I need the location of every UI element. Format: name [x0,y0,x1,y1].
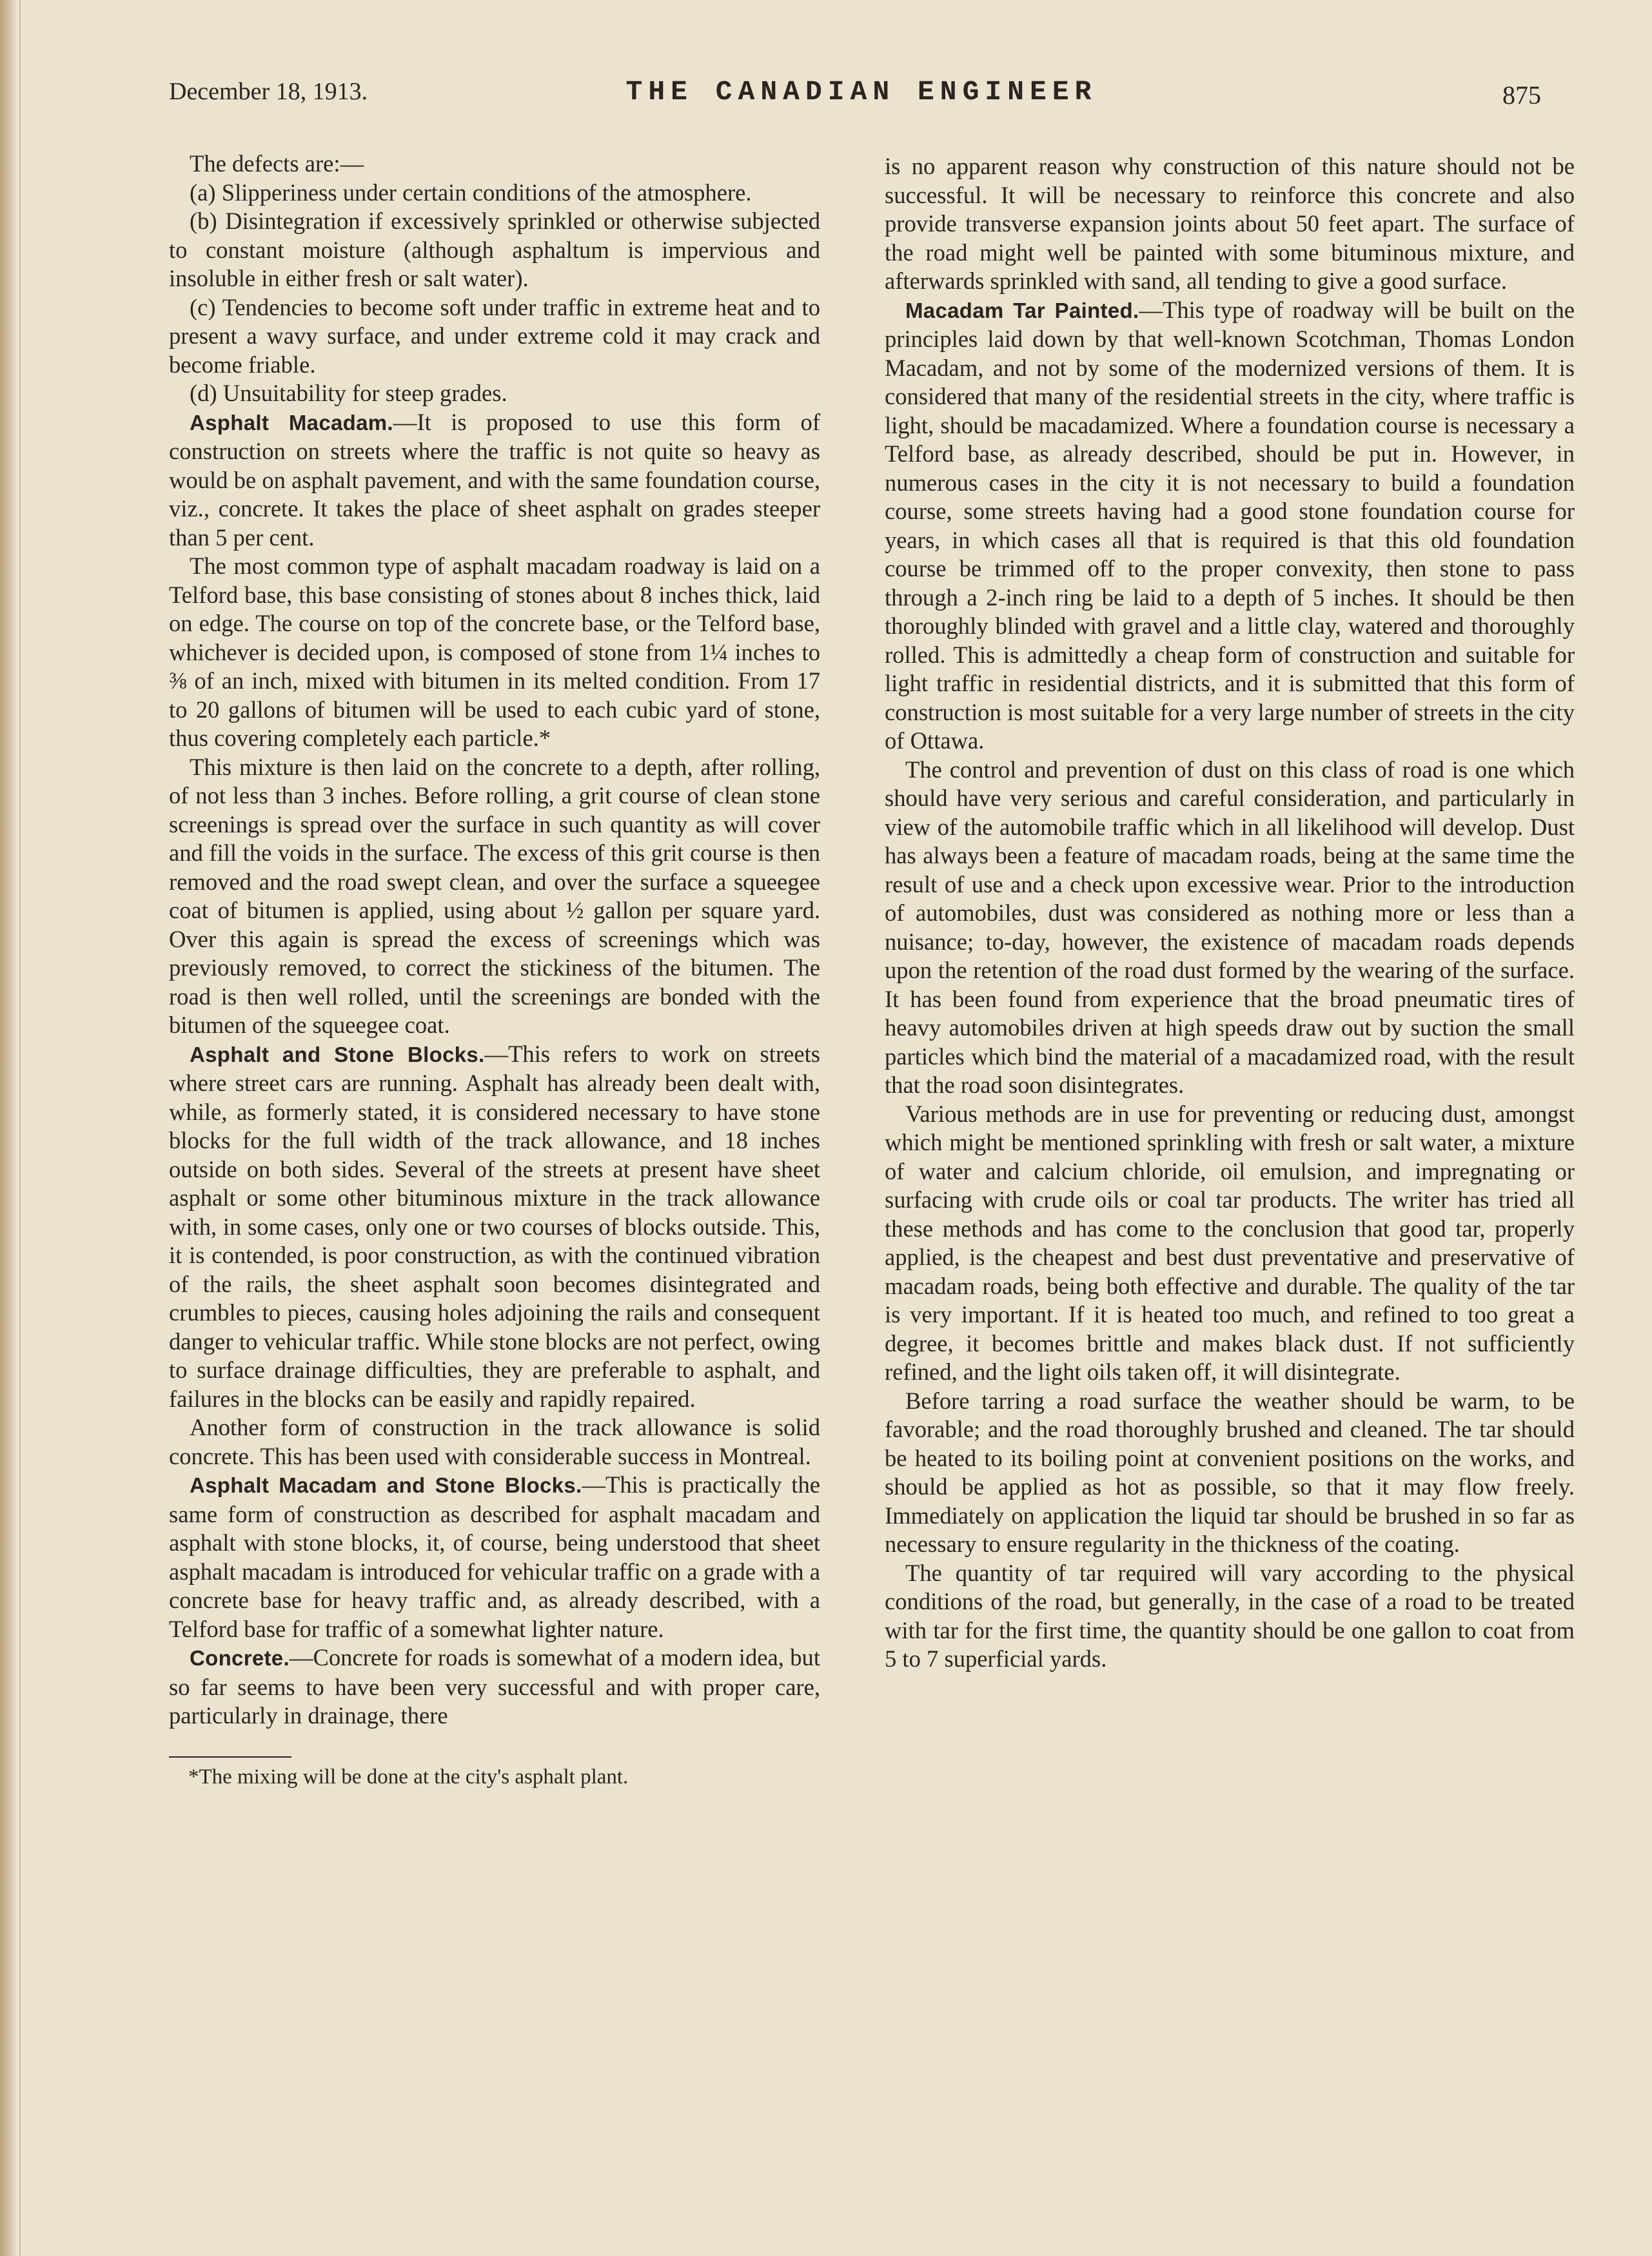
section-heading: Macadam Tar Painted. [905,298,1139,322]
paragraph: Asphalt Macadam.—It is proposed to use this form of construction on streets where the traffic is not quite so heavy as would be on asphalt pavement, and with the same foundation course, viz., concrete. It takes the place of sheet asphalt on grades steeper than 5 per cent. [169,408,820,551]
section-heading: Concrete. [190,1646,290,1670]
paragraph: The defects are:— [190,150,364,177]
page-number: 875 [1502,81,1541,110]
footnote-rule [169,1756,291,1758]
paragraph: This mixture is then laid on the concrete to a depth, after rolling, of not less than 3 inches. Before rolling, a grit course of clean stone screenings is spread over the surface in such quantity as will cover and fill the voids in the surface. The excess of this grit course is then removed and the road swept clean, and over the surface a squeegee coat of bitumen is applied, using about ½ gallon per square yard. Over this again is spread the excess of screenings which was previously removed, to correct the stickiness of the bitumen. The road is then well rolled, until the screenings are bonded with the bitumen of the squeegee coat. [169,753,820,1038]
paragraph: The control and prevention of dust on this class of road is one which should have very serious and careful consideration, and particularly in view of the automobile traffic which in all likelihood will develop. Dust has always been a feature of macadam roads, being at the same time the result of use and a check upon excessive wear. Prior to the introduction of automobiles, dust was considered as nothing more or less than a nuisance; to-day, however, the existence of macadam roads depends upon the retention of the road dust formed by the wearing of the surface. It has been found from experience that the broad pneumatic tires of heavy automobiles driven at high speeds draw out by suction the small particles which bind the material of a macadamized road, with the result that the road soon disintegrates. [885,756,1575,1098]
list-item: (a) Slipperiness under certain conditions of the atmosphere. [190,179,752,206]
paragraph: The most common type of asphalt macadam roadway is laid on a Telford base, this base consisting of stones about 8 inches thick, laid on edge. The course on top of the concrete base, or the Telford base, whichever is decided upon, is composed of stone from 1¼ inches to ⅜ of an inch, mixed with bitumen in its melted condition. From 17 to 20 gallons of bitumen will be used to each cubic yard of stone, thus covering completely each particle.* [169,553,820,751]
paragraph: Asphalt Macadam and Stone Blocks.—This is practically the same form of construction as described for asphalt macadam and asphalt with stone blocks, it, of course, being understood that sheet asphalt macadam is introduced for vehicular traffic on a grade with a concrete base for heavy traffic and, as already described, with a Telford base for traffic of a somewhat lighter nature. [169,1471,820,1642]
page-spine [0,0,17,2256]
list-item: (c) Tendencies to become soft under traffic in extreme heat and to present a wavy surface, and under extreme cold it may crack and become friable. [169,293,820,378]
issue-date: December 18, 1913. [169,78,368,105]
paragraph: Asphalt and Stone Blocks.—This refers to work on streets where street cars are running. Asphalt has already been dealt with, while, as formerly stated, it is considered necessary to have stone blocks for the full width of the track allowance, and 18 inches outside on both sides. Several of the streets at present have sheet asphalt or some other bituminous mixture in the track allowance with, in some cases, only one or two courses of blocks outside. This, it is contended, is poor construction, as with the continued vibration of the rails, the sheet asphalt soon becomes disintegrated and crumbles to pieces, causing holes adjoining the rails and consequent danger to vehicular traffic. While stone blocks are not perfect, owing to surface drainage difficulties, they are preferable to asphalt, and failures in the blocks can be easily and rapidly repaired. [169,1040,820,1412]
section-heading: Asphalt and Stone Blocks. [190,1042,485,1066]
section-heading: Asphalt Macadam. [190,410,393,435]
footnote: *The mixing will be done at the city's asphalt plant. [188,1765,629,1789]
list-item: (d) Unsuitability for steep grades. [190,380,507,406]
paragraph: Another form of construction in the track allowance is solid concrete. This has been used with considerable success in Montreal. [169,1414,820,1469]
page-header [0,72,1652,111]
paragraph: The quantity of tar required will vary according to the physical conditions of the road, but generally, in the case of a road to be treated with tar for the first time, the quantity should be one gallon to coat from 5 to 7 superficial yards. [885,1559,1575,1672]
right-column [885,152,1575,1674]
paragraph: Various methods are in use for preventing or reducing dust, amongst which might be mentioned sprinkling with fresh or salt water, a mixture of water and calcium chloride, oil emulsion, and impregnating or surfacing with crude oils or coal tar products. The writer has tried all these methods and has come to the conclusion that good tar, properly applied, is the cheapest and best dust preventative and preservative of macadam roads, being both effective and durable. The quality of the tar is very important. If it is heated too much, and refined to too great a degree, it becomes brittle and makes black dust. If not sufficiently refined, and the light oils taken off, it will disintegrate. [885,1100,1575,1385]
list-item: (b) Disintegration if excessively sprinkled or otherwise subjected to constant moisture (although asphaltum is impervious and insoluble in either fresh or salt water). [169,208,820,291]
left-column [169,150,820,1790]
journal-title: THE CANADIAN ENGINEER [625,76,1097,108]
paragraph: Macadam Tar Painted.—This type of roadway will be built on the principles laid down by that well-known Scotchman, Thomas London Macadam, and not by some of the modernized versions of them. It is considered that many of the residential streets in the city, where traffic is light, should be macadamized. Where a foundation course is necessary a Telford base, as already described, should be put in. However, in numerous cases in the city it is not necessary to build a foundation course, some streets having had a good stone foundation course for years, in which cases all that is required is that this old foundation course be trimmed off to the proper convexity, then stone to pass through a 2-inch ring be laid to a depth of 5 inches. It should be then thoroughly blinded with gravel and a little clay, watered and thoroughly rolled. This is admittedly a cheap form of construction and suitable for light traffic in residential districts, and it is submitted that this form of construction is most suitable for a very large number of streets in the city of Ottawa. [885,296,1575,754]
paragraph: Before tarring a road surface the weather should be warm, to be favorable; and the road thoroughly brushed and cleaned. The tar should be heated to its boiling point at convenient positions on the works, and should be applied as hot as possible, so that it may flow freely. Immediately on application the liquid tar should be brushed in so far as necessary to ensure regularity in the thickness of the coating. [885,1387,1575,1557]
paragraph: is no apparent reason why construction of this nature should not be successful. It will be necessary to reinforce this concrete and also provide transverse expansion joints about 50 feet apart. The surface of the road might well be painted with some bituminous mixture, and afterwards sprinkled with sand, all tending to give a good surface. [885,153,1575,294]
section-heading: Asphalt Macadam and Stone Blocks. [190,1473,582,1497]
paragraph: Concrete.—Concrete for roads is somewhat of a modern idea, but so far seems to have been very successful and with proper care, particularly in drainage, there [169,1644,820,1729]
binding-line [19,0,21,2256]
